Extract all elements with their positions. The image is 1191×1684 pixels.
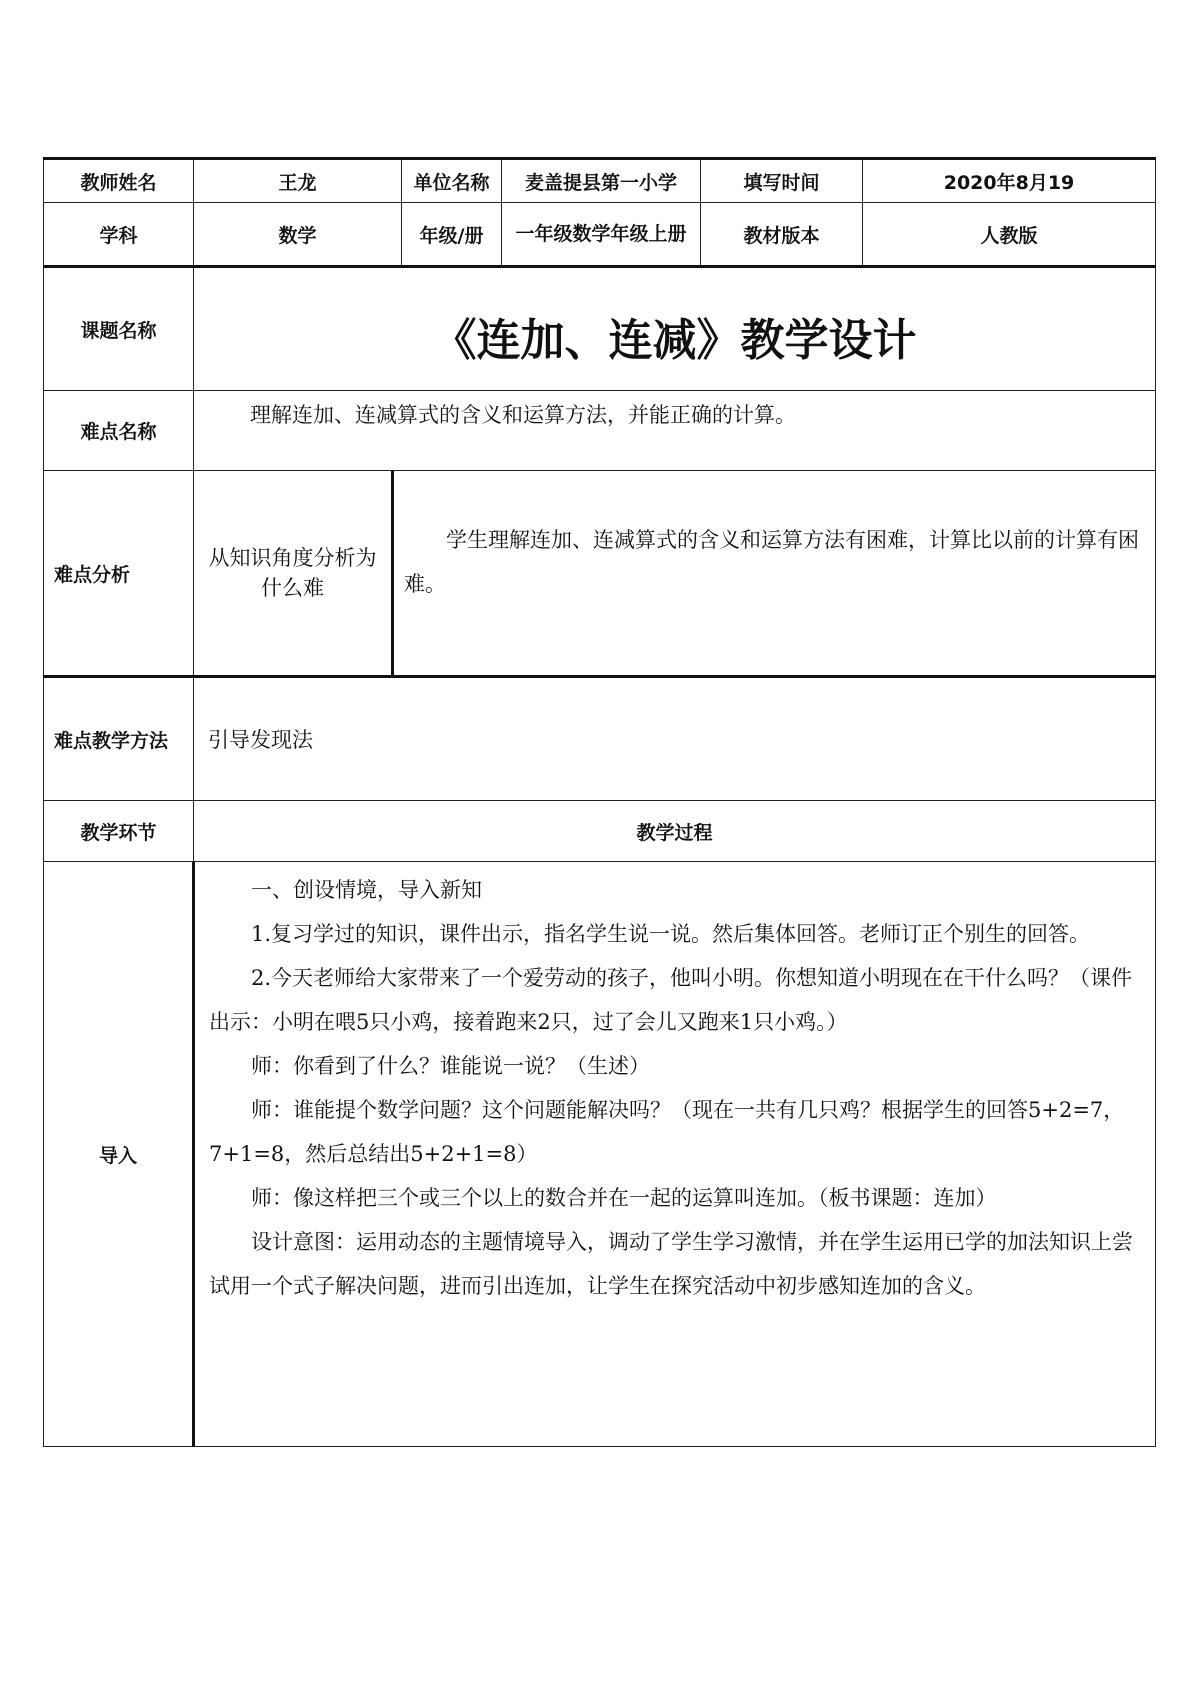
intro-label: 导入 bbox=[44, 862, 194, 1447]
intro-paragraph: 师：你看到了什么？谁能说一说？（生述） bbox=[251, 1054, 650, 1078]
topic-row bbox=[44, 267, 1156, 391]
intro-paragraph: 师：像这样把三个或三个以上的数合并在一起的运算叫连加。（板书课题：连加） bbox=[251, 1186, 997, 1210]
step-label: 教学环节 bbox=[44, 801, 194, 862]
intro-paragraph: 设计意图：运用动态的主题情境导入，调动了学生学习激情，并在学生运用已学的加法知识上尝试用一个式子解决问题，进而引出连加，让学生在探究活动中初步感知连加的含义。 bbox=[209, 1230, 1133, 1298]
edition-label: 教材版本 bbox=[701, 203, 863, 267]
subject-label: 学科 bbox=[44, 203, 194, 267]
header-row-2 bbox=[44, 203, 1156, 267]
analysis-text: 学生理解连加、连减算式的含义和运算方法有困难，计算比以前的计算有困难。 bbox=[404, 528, 1139, 596]
grade-label: 年级/册 bbox=[402, 203, 502, 267]
difficulty-label: 难点名称 bbox=[44, 391, 194, 471]
topic-title: 《连加、连减》教学设计 bbox=[194, 267, 1156, 391]
intro-paragraph: 1.复习学过的知识，课件出示，指名学生说一说。然后集体回答。老师订正个别生的回答。 bbox=[251, 922, 1091, 946]
difficulty-cell bbox=[194, 391, 1156, 471]
analysis-row bbox=[44, 471, 1156, 677]
unit-name: 麦盖提县第一小学 bbox=[502, 159, 701, 203]
form-table bbox=[43, 157, 1156, 1447]
subject-value: 数学 bbox=[194, 203, 402, 267]
edition-value: 人教版 bbox=[863, 203, 1156, 267]
analysis-sub-label: 从知识角度分析为什么难 bbox=[194, 471, 393, 677]
method-row bbox=[44, 677, 1156, 801]
teacher-name: 王龙 bbox=[194, 159, 402, 203]
analysis-label: 难点分析 bbox=[44, 471, 194, 677]
topic-label: 课题名称 bbox=[44, 267, 194, 391]
method-text: 引导发现法 bbox=[194, 677, 1156, 801]
process-header-row bbox=[44, 801, 1156, 862]
date-value: 2020年8月19 bbox=[863, 159, 1156, 203]
analysis-cell bbox=[393, 471, 1156, 677]
intro-paragraph: 师：谁能提个数学问题？这个问题能解决吗？（现在一共有几只鸡？根据学生的回答5+2=7，7+1=8，然后总结出5+2+1=8） bbox=[209, 1098, 1125, 1166]
header-row-1 bbox=[44, 159, 1156, 203]
method-label: 难点教学方法 bbox=[44, 677, 194, 801]
difficulty-text: 理解连加、连减算式的含义和运算方法，并能正确的计算。 bbox=[250, 403, 796, 427]
grade-value: 一年级数学年级上册 bbox=[502, 203, 701, 267]
intro-paragraph: 2.今天老师给大家带来了一个爱劳动的孩子，他叫小明。你想知道小明现在在干什么吗？（课件出示：小明在喂5只小鸡，接着跑来2只，过了会儿又跑来1只小鸡。） bbox=[209, 966, 1133, 1034]
intro-row bbox=[44, 862, 1156, 1447]
unit-label: 单位名称 bbox=[402, 159, 502, 203]
process-label: 教学过程 bbox=[194, 801, 1156, 862]
date-label: 填写时间 bbox=[701, 159, 863, 203]
teacher-label: 教师姓名 bbox=[44, 159, 194, 203]
lesson-design-form bbox=[43, 157, 1155, 1447]
intro-process-cell bbox=[194, 862, 1156, 1447]
intro-paragraph: 一、创设情境，导入新知 bbox=[251, 878, 482, 902]
difficulty-row bbox=[44, 391, 1156, 471]
